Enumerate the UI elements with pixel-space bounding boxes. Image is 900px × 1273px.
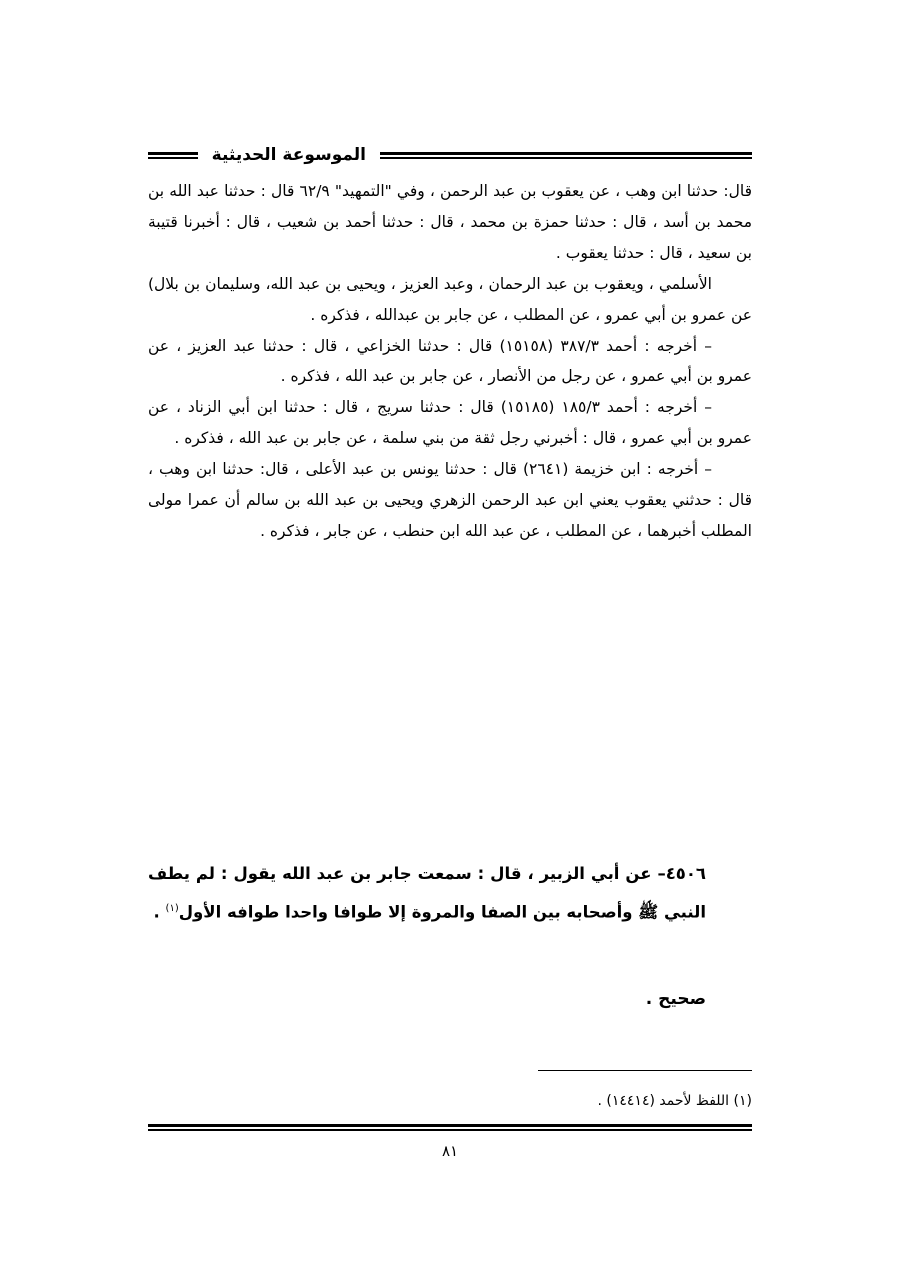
page-number: ٨١ bbox=[441, 1142, 459, 1160]
paragraph: الأسلمي ، ويعقوب بن عبد الرحمان ، وعبد العزيز ، ويحيى بن عبد الله، وسليمان بن بلال) عن عمرو بن أبي عمرو ، عن المطلب ، عن جابر بن عبدالله ، فذكره . bbox=[148, 274, 752, 324]
main-text bbox=[148, 176, 752, 547]
paragraph: – أخرجه : ابن خزيمة (٢٦٤١) قال : حدثنا يونس بن عبد الأعلى ، قال: حدثنا ابن وهب ، قال : حدثني يعقوب يعني ابن عبد الرحمن الزهري ويحيى بن عبد الله بن سالم أن عمرا مولى المطلب أخبرهما ، عن المطلب ، عن عبد الله ابن حنطب ، عن جابر ، فذكره . bbox=[148, 460, 752, 540]
paragraph: – أخرجه : أحمد ٣٨٧/٣ (١٥١٥٨) قال : حدثنا الخزاعي ، قال : حدثنا عبد العزيز ، عن عمرو بن أبي عمرو ، عن رجل من الأنصار ، عن جابر بن عبد الله ، فذكره . bbox=[148, 336, 752, 386]
header-rule-right bbox=[380, 152, 752, 159]
page-header bbox=[148, 143, 752, 169]
header-rule-left bbox=[148, 152, 198, 159]
footer-rule bbox=[148, 1124, 752, 1131]
paragraph: – أخرجه : أحمد ١٨٥/٣ (١٥١٨٥) قال : حدثنا سريج ، قال : حدثنا ابن أبي الزناد ، عن عمرو بن أبي عمرو ، قال : أخبرني رجل ثقة من بني سلمة ، عن جابر بن عبد الله ، فذكره . bbox=[148, 398, 752, 448]
hadith-text-line bbox=[148, 856, 706, 930]
hadith-text: ٤٥٠٦– عن أبي الزبير ، قال : سمعت جابر بن عبد الله يقول : لم يطف النبي ﷺ وأصحابه بين الصفا والمروة إلا طوافا واحدا طوافه الأول bbox=[148, 864, 706, 922]
footnote-separator bbox=[538, 1070, 752, 1071]
footnote-marker[interactable]: (١) bbox=[165, 903, 179, 914]
hadith-block bbox=[148, 856, 706, 930]
hadith-end: . bbox=[153, 902, 166, 922]
paragraph: قال: حدثنا ابن وهب ، عن يعقوب بن عبد الرحمن ، وفي "التمهيد" ٦٢/٩ قال : حدثنا عبد الله بن محمد بن أسد ، قال : حدثنا حمزة بن محمد ، قال : حدثنا أحمد بن شعيب ، قال : أخبرنا قتيبة بن سعيد ، قال : حدثنا يعقوب . bbox=[148, 182, 752, 262]
document-page bbox=[148, 0, 752, 1273]
running-title: الموسوعة الحديثية bbox=[211, 145, 366, 165]
footnote: (١) اللفظ لأحمد (١٤٤١٤) . bbox=[597, 1093, 752, 1109]
hadith-grade: صحيح . bbox=[645, 989, 706, 1009]
